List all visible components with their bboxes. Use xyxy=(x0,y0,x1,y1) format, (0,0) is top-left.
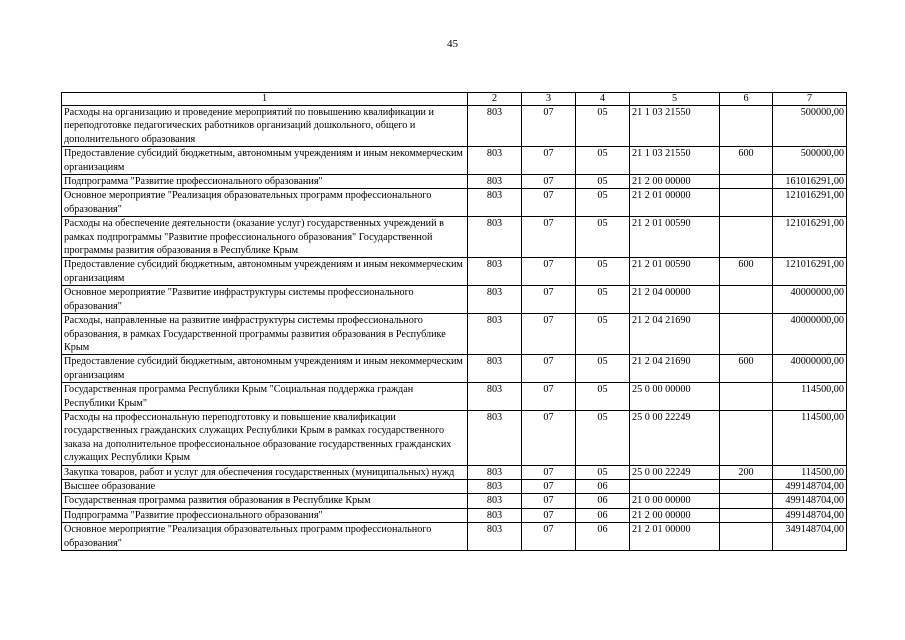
cell-ministry-code: 803 xyxy=(468,147,522,175)
table-row xyxy=(62,355,847,383)
cell-amount: 349148704,00 xyxy=(773,523,847,551)
cell-expense-type: 600 xyxy=(720,355,773,383)
cell-ministry-code: 803 xyxy=(468,314,522,355)
cell-expense-type: 600 xyxy=(720,147,773,175)
cell-subsection: 05 xyxy=(576,147,630,175)
budget-table xyxy=(61,92,847,551)
cell-description: Государственная программа Республики Крым "Социальная поддержка граждан Республики Крым" xyxy=(62,383,468,411)
table-row xyxy=(62,479,847,493)
cell-amount: 161016291,00 xyxy=(773,175,847,189)
cell-subsection: 05 xyxy=(576,175,630,189)
cell-ministry-code: 803 xyxy=(468,508,522,522)
cell-description: Основное мероприятие "Реализация образовательных программ профессионального образования" xyxy=(62,523,468,551)
cell-amount: 114500,00 xyxy=(773,465,847,479)
table-row xyxy=(62,508,847,522)
cell-subsection: 06 xyxy=(576,494,630,508)
cell-section: 07 xyxy=(522,479,576,493)
cell-target-article: 21 2 04 00000 xyxy=(630,286,720,314)
cell-target-article: 21 2 04 21690 xyxy=(630,355,720,383)
cell-expense-type xyxy=(720,508,773,522)
cell-expense-type xyxy=(720,314,773,355)
cell-expense-type xyxy=(720,479,773,493)
cell-expense-type xyxy=(720,106,773,147)
cell-amount: 499148704,00 xyxy=(773,479,847,493)
cell-subsection: 05 xyxy=(576,217,630,258)
cell-target-article: 21 2 01 00590 xyxy=(630,217,720,258)
cell-description: Государственная программа развития образования в Республике Крым xyxy=(62,494,468,508)
table-row xyxy=(62,383,847,411)
cell-expense-type xyxy=(720,494,773,508)
cell-section: 07 xyxy=(522,410,576,465)
cell-target-article: 21 2 04 21690 xyxy=(630,314,720,355)
table-row xyxy=(62,217,847,258)
table-row xyxy=(62,175,847,189)
cell-section: 07 xyxy=(522,355,576,383)
cell-ministry-code: 803 xyxy=(468,258,522,286)
column-header: 5 xyxy=(630,93,720,106)
cell-ministry-code: 803 xyxy=(468,286,522,314)
cell-section: 07 xyxy=(522,175,576,189)
cell-expense-type: 200 xyxy=(720,465,773,479)
cell-amount: 121016291,00 xyxy=(773,189,847,217)
cell-subsection: 06 xyxy=(576,508,630,522)
cell-expense-type xyxy=(720,410,773,465)
cell-ministry-code: 803 xyxy=(468,189,522,217)
table-row xyxy=(62,465,847,479)
column-header: 4 xyxy=(576,93,630,106)
cell-target-article: 21 2 00 00000 xyxy=(630,175,720,189)
cell-amount: 500000,00 xyxy=(773,106,847,147)
page-number: 45 xyxy=(447,38,458,50)
cell-section: 07 xyxy=(522,286,576,314)
cell-description: Основное мероприятие "Развитие инфраструктуры системы профессионального образования" xyxy=(62,286,468,314)
cell-expense-type: 600 xyxy=(720,258,773,286)
cell-section: 07 xyxy=(522,258,576,286)
cell-target-article: 25 0 00 00000 xyxy=(630,383,720,411)
cell-subsection: 05 xyxy=(576,465,630,479)
column-header: 3 xyxy=(522,93,576,106)
cell-target-article: 21 2 01 00590 xyxy=(630,258,720,286)
table-row xyxy=(62,494,847,508)
cell-amount: 121016291,00 xyxy=(773,217,847,258)
cell-section: 07 xyxy=(522,465,576,479)
table-row xyxy=(62,258,847,286)
cell-amount: 114500,00 xyxy=(773,410,847,465)
cell-section: 07 xyxy=(522,217,576,258)
column-header: 7 xyxy=(773,93,847,106)
cell-target-article: 25 0 00 22249 xyxy=(630,410,720,465)
cell-ministry-code: 803 xyxy=(468,494,522,508)
cell-subsection: 05 xyxy=(576,286,630,314)
cell-subsection: 05 xyxy=(576,189,630,217)
table-body xyxy=(62,106,847,551)
cell-subsection: 05 xyxy=(576,355,630,383)
cell-subsection: 05 xyxy=(576,383,630,411)
cell-description: Подпрограмма "Развитие профессионального образования" xyxy=(62,508,468,522)
cell-description: Расходы на обеспечение деятельности (оказание услуг) государственных учреждений в рамках подпрограммы "Развитие профессионального образования" Государственной программы развития образования в Республике Крым xyxy=(62,217,468,258)
cell-description: Высшее образование xyxy=(62,479,468,493)
cell-ministry-code: 803 xyxy=(468,479,522,493)
cell-section: 07 xyxy=(522,383,576,411)
column-header: 1 xyxy=(62,93,468,106)
cell-ministry-code: 803 xyxy=(468,355,522,383)
cell-target-article: 25 0 00 22249 xyxy=(630,465,720,479)
cell-description: Закупка товаров, работ и услуг для обеспечения государственных (муниципальных) нужд xyxy=(62,465,468,479)
cell-ministry-code: 803 xyxy=(468,217,522,258)
cell-target-article xyxy=(630,479,720,493)
cell-expense-type xyxy=(720,217,773,258)
cell-description: Основное мероприятие "Реализация образовательных программ профессионального образования" xyxy=(62,189,468,217)
column-header: 2 xyxy=(468,93,522,106)
cell-amount: 499148704,00 xyxy=(773,508,847,522)
cell-description: Предоставление субсидий бюджетным, автономным учреждениям и иным некоммерческим организациям xyxy=(62,258,468,286)
cell-target-article: 21 2 01 00000 xyxy=(630,189,720,217)
table-row xyxy=(62,189,847,217)
cell-amount: 500000,00 xyxy=(773,147,847,175)
cell-section: 07 xyxy=(522,523,576,551)
cell-description: Расходы на профессиональную переподготовку и повышение квалификации государственных гражданских служащих Республики Крым в рамках государственного заказа на дополнительное профессиональное образование государственных гражданских служащих Республики Крым xyxy=(62,410,468,465)
cell-section: 07 xyxy=(522,106,576,147)
table-row xyxy=(62,314,847,355)
cell-target-article: 21 2 00 00000 xyxy=(630,508,720,522)
cell-section: 07 xyxy=(522,147,576,175)
table-row xyxy=(62,286,847,314)
cell-expense-type xyxy=(720,175,773,189)
cell-expense-type xyxy=(720,523,773,551)
cell-amount: 40000000,00 xyxy=(773,286,847,314)
cell-description: Предоставление субсидий бюджетным, автономным учреждениям и иным некоммерческим организациям xyxy=(62,355,468,383)
cell-ministry-code: 803 xyxy=(468,383,522,411)
table-header-row xyxy=(62,93,847,106)
cell-amount: 499148704,00 xyxy=(773,494,847,508)
cell-ministry-code: 803 xyxy=(468,465,522,479)
table-row xyxy=(62,523,847,551)
cell-ministry-code: 803 xyxy=(468,175,522,189)
cell-subsection: 05 xyxy=(576,410,630,465)
cell-amount: 114500,00 xyxy=(773,383,847,411)
cell-ministry-code: 803 xyxy=(468,410,522,465)
cell-expense-type xyxy=(720,286,773,314)
cell-amount: 40000000,00 xyxy=(773,314,847,355)
cell-description: Предоставление субсидий бюджетным, автономным учреждениям и иным некоммерческим организациям xyxy=(62,147,468,175)
cell-amount: 40000000,00 xyxy=(773,355,847,383)
cell-amount: 121016291,00 xyxy=(773,258,847,286)
cell-subsection: 05 xyxy=(576,106,630,147)
cell-section: 07 xyxy=(522,314,576,355)
cell-description: Расходы на организацию и проведение мероприятий по повышению квалификации и переподготовке педагогических работников организаций дошкольного, общего и дополнительного образования xyxy=(62,106,468,147)
column-header: 6 xyxy=(720,93,773,106)
cell-ministry-code: 803 xyxy=(468,106,522,147)
cell-ministry-code: 803 xyxy=(468,523,522,551)
table-row xyxy=(62,106,847,147)
table-row xyxy=(62,147,847,175)
cell-target-article: 21 1 03 21550 xyxy=(630,147,720,175)
cell-section: 07 xyxy=(522,494,576,508)
cell-subsection: 05 xyxy=(576,258,630,286)
cell-description: Расходы, направленные на развитие инфраструктуры системы профессионального образования, в рамках Государственной программы развития образования в Республике Крым xyxy=(62,314,468,355)
cell-section: 07 xyxy=(522,508,576,522)
cell-expense-type xyxy=(720,189,773,217)
cell-subsection: 06 xyxy=(576,523,630,551)
cell-target-article: 21 0 00 00000 xyxy=(630,494,720,508)
cell-section: 07 xyxy=(522,189,576,217)
cell-target-article: 21 1 03 21550 xyxy=(630,106,720,147)
cell-subsection: 06 xyxy=(576,479,630,493)
table-row xyxy=(62,410,847,465)
cell-target-article: 21 2 01 00000 xyxy=(630,523,720,551)
cell-subsection: 05 xyxy=(576,314,630,355)
cell-expense-type xyxy=(720,383,773,411)
cell-description: Подпрограмма "Развитие профессионального образования" xyxy=(62,175,468,189)
